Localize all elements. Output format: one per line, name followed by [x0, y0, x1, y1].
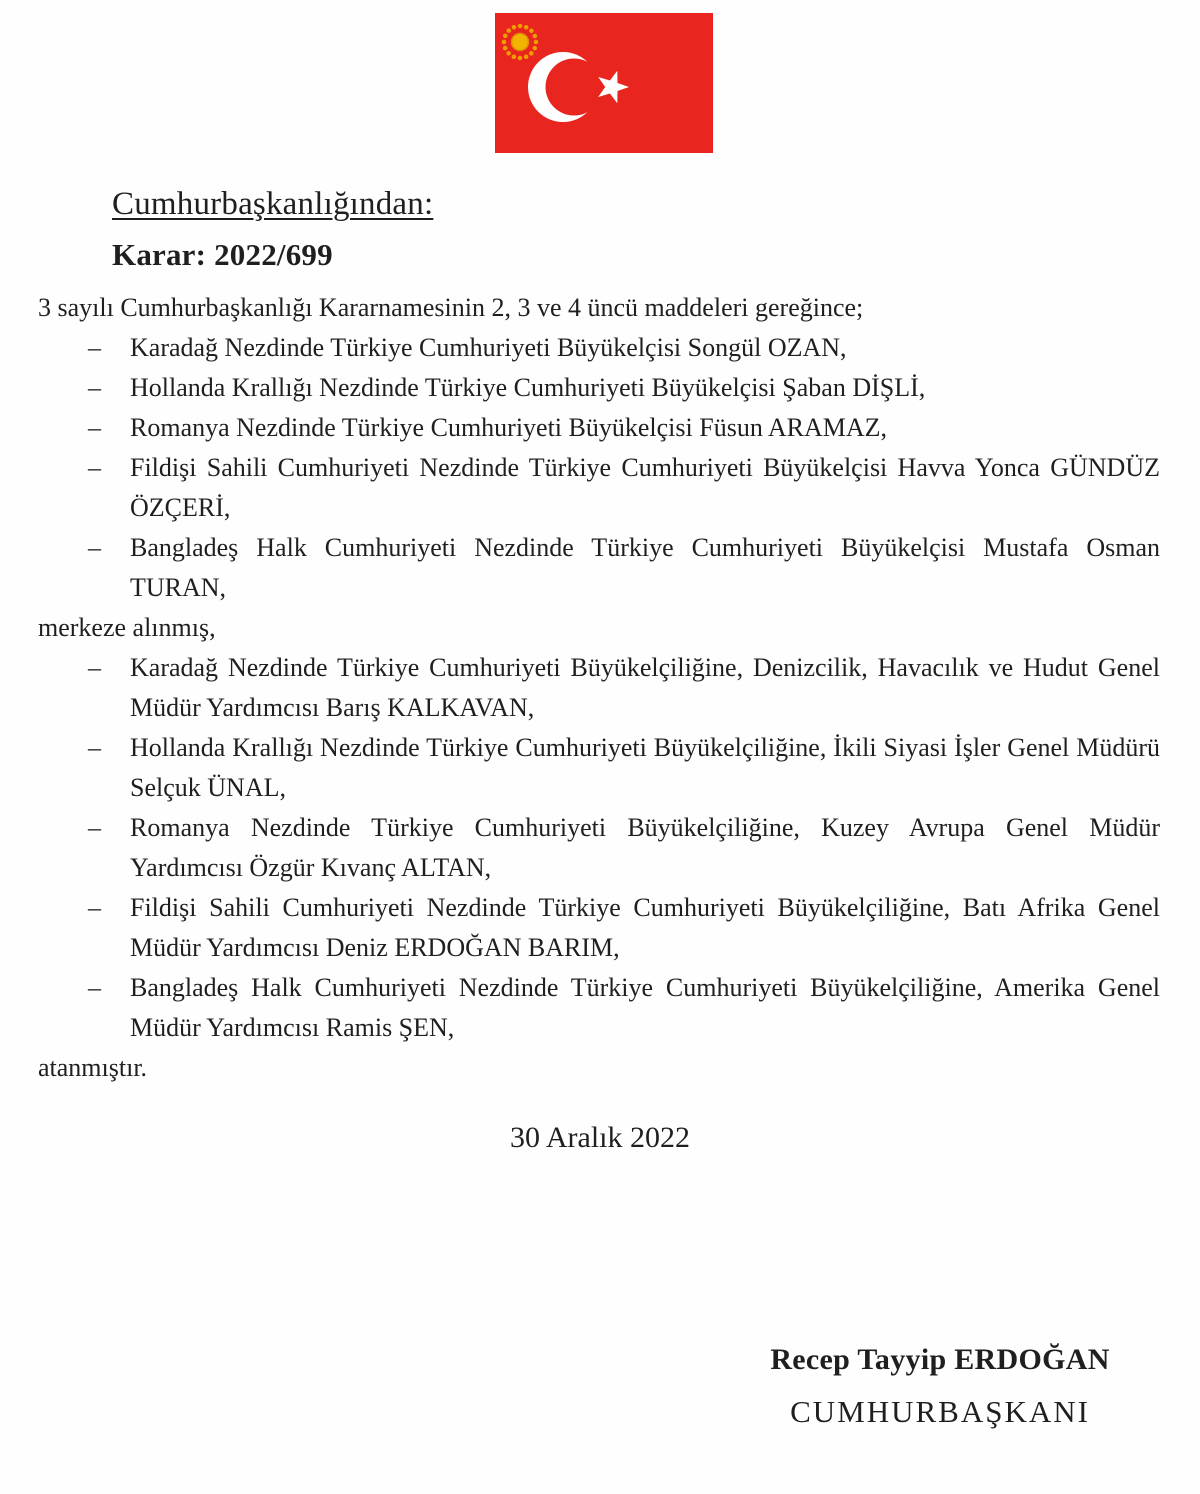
recalled-list	[38, 328, 1160, 608]
list-item-text: Bangladeş Halk Cumhuriyeti Nezdinde Türkiye Cumhuriyeti Büyükelçisi Mustafa Osman TURAN,	[130, 533, 1160, 602]
decree-body	[38, 288, 1160, 1088]
decree-intro: 3 sayılı Cumhurbaşkanlığı Kararnamesinin 2, 3 ve 4 üncü maddeleri gereğince;	[38, 293, 864, 322]
list-item-text: Karadağ Nezdinde Türkiye Cumhuriyeti Büyükelçiliğine, Denizcilik, Havacılık ve Hudut Genel Müdür Yardımcısı Barış KALKAVAN,	[130, 653, 1160, 722]
list-dash: –	[88, 373, 101, 402]
list-dash: –	[88, 533, 101, 562]
list-item-text: Fildişi Sahili Cumhuriyeti Nezdinde Türkiye Cumhuriyeti Büyükelçiliğine, Batı Afrika Genel Müdür Yardımcısı Deniz ERDOĞAN BARIM,	[130, 893, 1160, 962]
list-item-appointed-1	[38, 648, 1160, 728]
list-item-recalled-4	[38, 448, 1160, 528]
list-item-appointed-4	[38, 888, 1160, 968]
list-item-appointed-3	[38, 808, 1160, 888]
list-dash: –	[88, 973, 101, 1002]
list-item-text: Romanya Nezdinde Türkiye Cumhuriyeti Büyükelçisi Füsun ARAMAZ,	[130, 413, 888, 442]
turkish-presidential-flag	[495, 13, 713, 153]
appointed-closing: atanmıştır.	[38, 1053, 148, 1082]
turkish-flag-graphic	[495, 13, 713, 153]
list-dash: –	[88, 453, 101, 482]
list-item-appointed-5	[38, 968, 1160, 1048]
issuer-heading: Cumhurbaşkanlığından:	[112, 186, 434, 222]
list-dash: –	[88, 813, 101, 842]
list-item-recalled-3	[38, 408, 1160, 448]
list-item-text: Hollanda Krallığı Nezdinde Türkiye Cumhuriyeti Büyükelçisi Şaban DİŞLİ,	[130, 373, 926, 402]
list-item-recalled-2	[38, 368, 1160, 408]
list-dash: –	[88, 413, 101, 442]
list-item-text: Romanya Nezdinde Türkiye Cumhuriyeti Büyükelçiliğine, Kuzey Avrupa Genel Müdür Yardımcısı Özgür Kıvanç ALTAN,	[130, 813, 1160, 882]
list-dash: –	[88, 893, 101, 922]
signatory-name: Recep Tayyip ERDOĞAN	[770, 1343, 1110, 1376]
list-dash: –	[88, 333, 101, 362]
list-item-recalled-5	[38, 528, 1160, 608]
list-item-text: Hollanda Krallığı Nezdinde Türkiye Cumhuriyeti Büyükelçiliğine, İkili Siyasi İşler Genel Müdürü Selçuk ÜNAL,	[130, 733, 1160, 802]
signatory-title: CUMHURBAŞKANI	[790, 1394, 1090, 1429]
decision-number: Karar: 2022/699	[112, 237, 333, 272]
signature-block	[700, 1342, 1180, 1430]
appointed-list	[38, 648, 1160, 1048]
recalled-closing: merkeze alınmış,	[38, 613, 216, 642]
list-item-recalled-1	[38, 328, 1160, 368]
document-header	[112, 184, 433, 274]
list-dash: –	[88, 653, 101, 682]
list-item-text: Karadağ Nezdinde Türkiye Cumhuriyeti Büyükelçisi Songül OZAN,	[130, 333, 847, 362]
list-item-text: Bangladeş Halk Cumhuriyeti Nezdinde Türkiye Cumhuriyeti Büyükelçiliğine, Amerika Genel Müdür Yardımcısı Ramis ŞEN,	[130, 973, 1160, 1042]
list-item-appointed-2	[38, 728, 1160, 808]
decree-date: 30 Aralık 2022	[510, 1121, 690, 1154]
list-dash: –	[88, 733, 101, 762]
list-item-text: Fildişi Sahili Cumhuriyeti Nezdinde Türkiye Cumhuriyeti Büyükelçisi Havva Yonca GÜNDÜZ ÖZÇERİ,	[130, 453, 1160, 522]
